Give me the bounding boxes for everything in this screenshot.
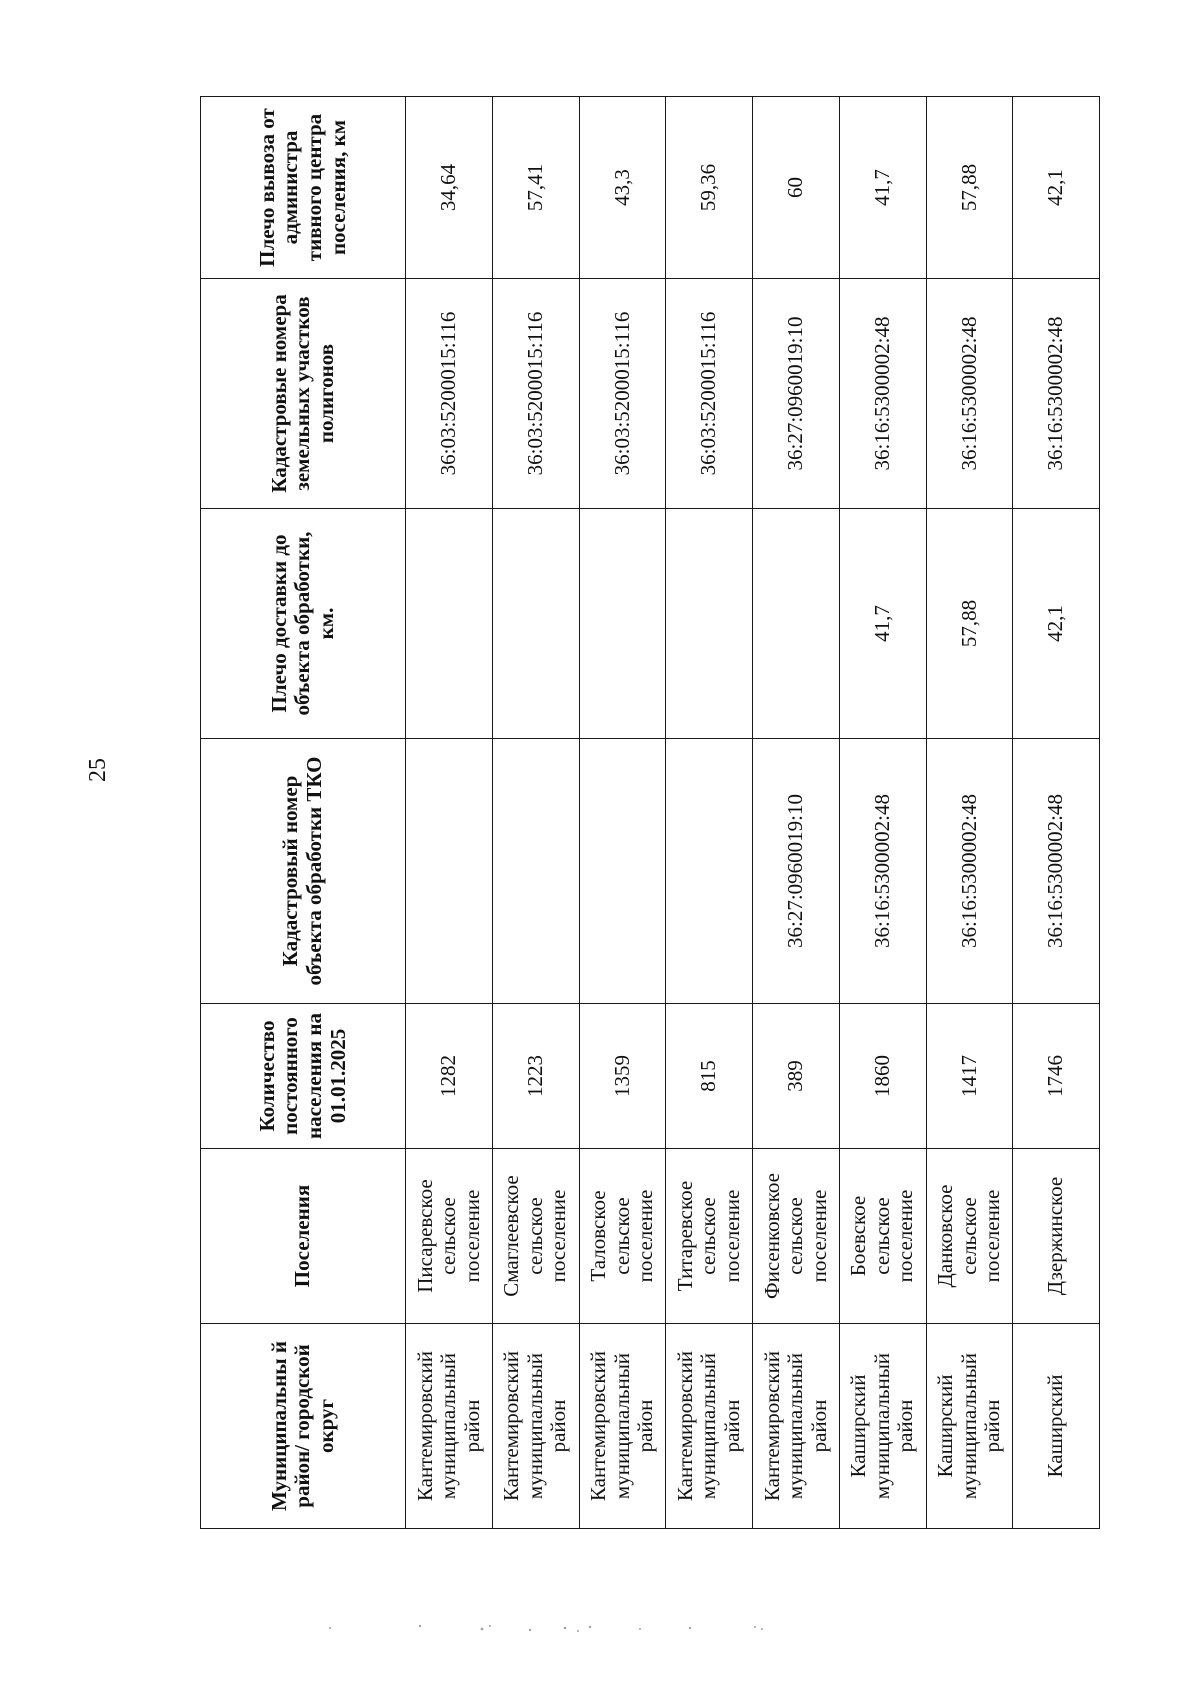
cell-population: 389 <box>753 1004 840 1149</box>
table-row <box>666 97 753 1529</box>
cell-settlement: Таловское сельское поселение <box>579 1149 666 1324</box>
cell-population: 815 <box>666 1004 753 1149</box>
cell-landfill-cadastral: 36:16:5300002:48 <box>1013 279 1100 509</box>
cell-settlement: Дзержинское <box>1013 1149 1100 1324</box>
cell-delivery-distance <box>753 509 840 739</box>
cell-delivery-distance <box>492 509 579 739</box>
table-header-row <box>201 97 406 1529</box>
cell-processing-cadastral: 36:27:0960019:10 <box>753 739 840 1004</box>
rotated-table-wrapper <box>200 97 1100 1529</box>
cell-processing-cadastral: 36:16:5300002:48 <box>839 739 926 1004</box>
cell-population: 1282 <box>406 1004 493 1149</box>
cell-processing-cadastral <box>666 739 753 1004</box>
cell-district: Кантемировский муниципальный район <box>406 1324 493 1529</box>
cell-district: Каширский муниципальный район <box>926 1324 1013 1529</box>
cell-population: 1746 <box>1013 1004 1100 1149</box>
cell-settlement: Фисенковское сельское поселение <box>753 1149 840 1324</box>
page-number: 25 <box>85 758 111 782</box>
cell-population: 1223 <box>492 1004 579 1149</box>
cell-settlement: Писаревское сельское поселение <box>406 1149 493 1324</box>
header-municipal-district: Муниципальны й район/ городской округ <box>201 1324 406 1529</box>
table-row <box>579 97 666 1529</box>
cell-settlement: Данковское сельское поселение <box>926 1149 1013 1324</box>
header-delivery-distance: Плечо доставки до объекта обработки, км. <box>201 509 406 739</box>
table-row <box>406 97 493 1529</box>
cell-processing-cadastral: 36:16:5300002:48 <box>1013 739 1100 1004</box>
cell-removal-distance: 42,1 <box>1013 97 1100 279</box>
cell-landfill-cadastral: 36:27:0960019:10 <box>753 279 840 509</box>
cell-removal-distance: 34,64 <box>406 97 493 279</box>
cell-district: Кантемировский муниципальный район <box>666 1324 753 1529</box>
cell-settlement: Боевское сельское поселение <box>839 1149 926 1324</box>
cell-removal-distance: 41,7 <box>839 97 926 279</box>
cell-processing-cadastral <box>579 739 666 1004</box>
header-processing-cadastral: Кадастровый номер объекта обработки ТКО <box>201 739 406 1004</box>
cell-delivery-distance: 57,88 <box>926 509 1013 739</box>
scan-noise-decoration <box>0 1620 1200 1640</box>
cell-population: 1860 <box>839 1004 926 1149</box>
cell-removal-distance: 43,3 <box>579 97 666 279</box>
cell-landfill-cadastral: 36:03:5200015:116 <box>492 279 579 509</box>
cell-delivery-distance <box>579 509 666 739</box>
cell-processing-cadastral <box>406 739 493 1004</box>
header-landfill-cadastral: Кадастровые номера земельных участков полигонов <box>201 279 406 509</box>
header-population: Количество постоянного населения на 01.01.2025 <box>201 1004 406 1149</box>
cell-removal-distance: 59,36 <box>666 97 753 279</box>
table-row <box>492 97 579 1529</box>
cell-delivery-distance: 42,1 <box>1013 509 1100 739</box>
cell-landfill-cadastral: 36:03:5200015:116 <box>666 279 753 509</box>
table-row <box>1013 97 1100 1529</box>
cell-district: Каширский <box>1013 1324 1100 1529</box>
header-removal-distance: Плечо вывоза от администра тивного центра поселения, км <box>201 97 406 279</box>
cell-delivery-distance <box>666 509 753 739</box>
settlements-table <box>200 96 1100 1529</box>
cell-district: Каширский муниципальный район <box>839 1324 926 1529</box>
cell-delivery-distance <box>406 509 493 739</box>
cell-population: 1417 <box>926 1004 1013 1149</box>
cell-district: Кантемировский муниципальный район <box>579 1324 666 1529</box>
table-row <box>839 97 926 1529</box>
cell-removal-distance: 60 <box>753 97 840 279</box>
cell-district: Кантемировский муниципальный район <box>753 1324 840 1529</box>
cell-removal-distance: 57,88 <box>926 97 1013 279</box>
cell-processing-cadastral <box>492 739 579 1004</box>
cell-landfill-cadastral: 36:03:5200015:116 <box>406 279 493 509</box>
table-row <box>753 97 840 1529</box>
cell-processing-cadastral: 36:16:5300002:48 <box>926 739 1013 1004</box>
cell-delivery-distance: 41,7 <box>839 509 926 739</box>
header-settlement: Поселения <box>201 1149 406 1324</box>
cell-settlement: Титаревское сельское поселение <box>666 1149 753 1324</box>
cell-district: Кантемировский муниципальный район <box>492 1324 579 1529</box>
table-frame <box>200 97 1100 1529</box>
cell-landfill-cadastral: 36:03:5200015:116 <box>579 279 666 509</box>
cell-settlement: Смаглеевское сельское поселение <box>492 1149 579 1324</box>
table-row <box>926 97 1013 1529</box>
cell-population: 1359 <box>579 1004 666 1149</box>
cell-landfill-cadastral: 36:16:5300002:48 <box>839 279 926 509</box>
cell-landfill-cadastral: 36:16:5300002:48 <box>926 279 1013 509</box>
cell-removal-distance: 57,41 <box>492 97 579 279</box>
